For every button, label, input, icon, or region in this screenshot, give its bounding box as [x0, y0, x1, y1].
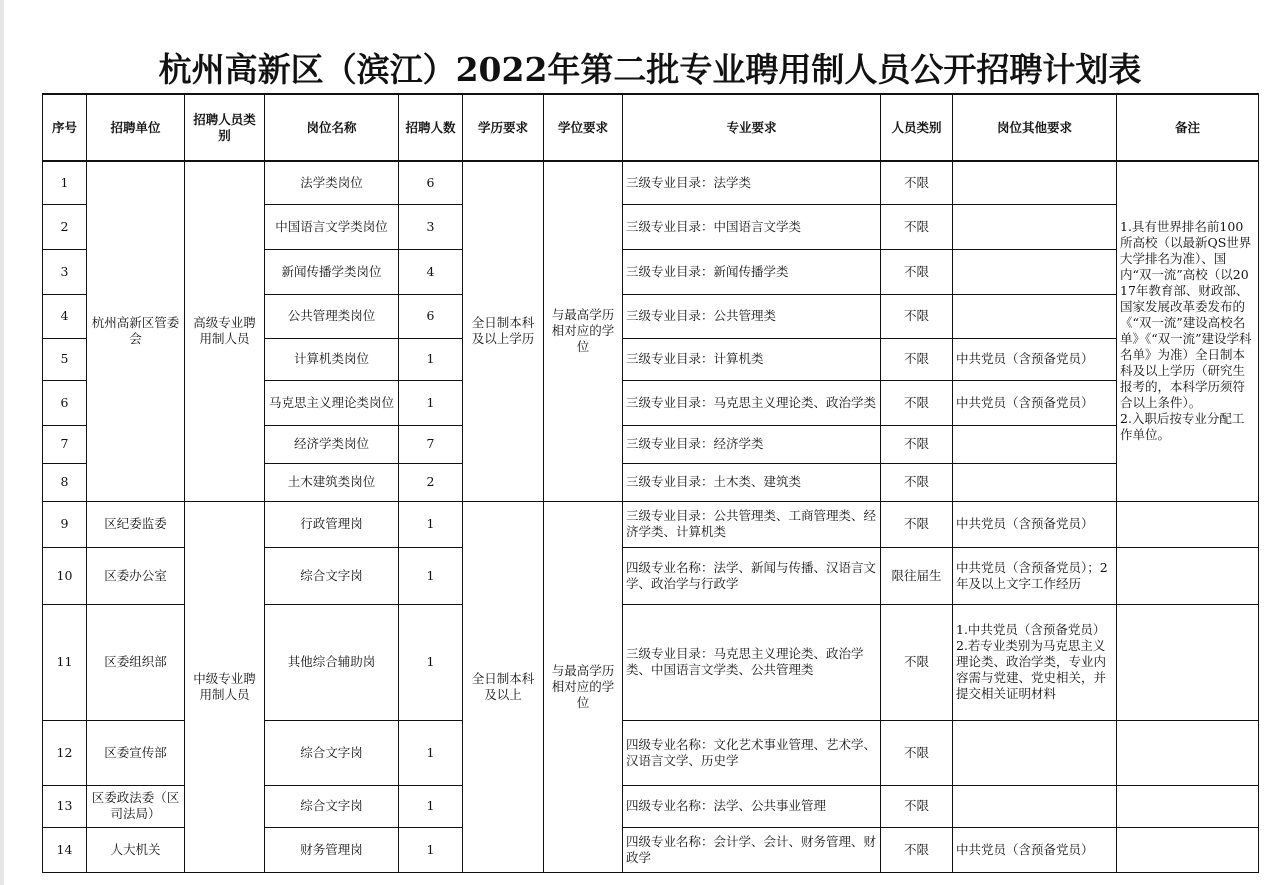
header-note: 备注: [1117, 94, 1259, 161]
post-name: 其他综合辅助岗: [265, 604, 399, 720]
person-type: 不限: [881, 380, 953, 425]
recruit-count: 7: [399, 425, 463, 463]
post-name: 综合文字岗: [265, 720, 399, 785]
row-number: 8: [43, 463, 87, 501]
recruit-count: 1: [399, 604, 463, 720]
header-row: [43, 94, 1259, 161]
recruiting-unit: 杭州高新区管委会: [87, 161, 185, 501]
major-requirement: 三级专业目录：中国语言文学类: [623, 204, 881, 249]
remarks: [1117, 827, 1259, 872]
other-requirement: [953, 720, 1117, 785]
degree-requirement: 与最高学历相对应的学位: [544, 501, 623, 872]
post-name: 经济学类岗位: [265, 425, 399, 463]
post-name: 土木建筑类岗位: [265, 463, 399, 501]
recruit-count: 6: [399, 161, 463, 204]
post-name: 行政管理岗: [265, 501, 399, 547]
table-row: [43, 161, 1259, 204]
recruiting-unit: 区纪委监委: [87, 501, 185, 547]
recruit-count: 1: [399, 827, 463, 872]
row-number: 6: [43, 380, 87, 425]
major-requirement: 三级专业目录：法学类: [623, 161, 881, 204]
recruiting-unit: 区委政法委（区司法局）: [87, 785, 185, 827]
person-type: 不限: [881, 604, 953, 720]
major-requirement: 四级专业名称：法学、新闻与传播、汉语言文学、政治学与行政学: [623, 547, 881, 604]
major-requirement: 三级专业目录：马克思主义理论类、政治学类、中国语言文学类、公共管理类: [623, 604, 881, 720]
person-type: 不限: [881, 785, 953, 827]
row-number: 11: [43, 604, 87, 720]
major-requirement: 四级专业名称：法学、公共事业管理: [623, 785, 881, 827]
major-requirement: 三级专业目录：土木类、建筑类: [623, 463, 881, 501]
header-major: 专业要求: [623, 94, 881, 161]
page-left-edge: [0, 0, 4, 885]
major-requirement: 三级专业目录：新闻传播学类: [623, 249, 881, 294]
person-type: 不限: [881, 294, 953, 338]
post-name: 计算机类岗位: [265, 338, 399, 380]
other-requirement: 中共党员（含预备党员）: [953, 338, 1117, 380]
row-number: 13: [43, 785, 87, 827]
recruit-count: 1: [399, 547, 463, 604]
post-name: 中国语言文学类岗位: [265, 204, 399, 249]
other-requirement: [953, 463, 1117, 501]
post-name: 公共管理类岗位: [265, 294, 399, 338]
recruit-count: 6: [399, 294, 463, 338]
remarks: 1.具有世界排名前100所高校（以最新QS世界大学排名为准）、国内“双一流”高校（以2017年教育部、财政部、国家发展改革委发布的《“双一流”建设高校名单》《“双一流”建设学科名单》为准）全日制本科及以上学历（研究生报考的，本科学历须符合以上条件）。 2.入职后按专业分配工作单位。: [1117, 161, 1259, 501]
person-type: 不限: [881, 249, 953, 294]
person-type: 不限: [881, 338, 953, 380]
post-name: 法学类岗位: [265, 161, 399, 204]
recruiting-unit: 区委组织部: [87, 604, 185, 720]
row-number: 9: [43, 501, 87, 547]
recruit-count: 1: [399, 380, 463, 425]
major-requirement: 三级专业目录：马克思主义理论类、政治学类: [623, 380, 881, 425]
recruit-count: 1: [399, 785, 463, 827]
other-requirement: 中共党员（含预备党员）: [953, 501, 1117, 547]
header-degree: 学位要求: [544, 94, 623, 161]
major-requirement: 四级专业名称：文化艺术事业管理、艺术学、汉语言文学、历史学: [623, 720, 881, 785]
remarks: [1117, 604, 1259, 720]
remarks: [1117, 720, 1259, 785]
person-type: 不限: [881, 463, 953, 501]
other-requirement: 中共党员（含预备党员）: [953, 380, 1117, 425]
other-requirement: 中共党员（含预备党员）: [953, 827, 1117, 872]
row-number: 7: [43, 425, 87, 463]
table-row: [43, 501, 1259, 547]
person-type: 不限: [881, 501, 953, 547]
other-requirement: 中共党员（含预备党员）；2年及以上文字工作经历: [953, 547, 1117, 604]
recruit-count: 1: [399, 720, 463, 785]
other-requirement: [953, 785, 1117, 827]
major-requirement: 三级专业目录：公共管理类: [623, 294, 881, 338]
recruit-count: 1: [399, 338, 463, 380]
recruitment-plan-table: [42, 93, 1259, 873]
recruiting-unit: 区委宣传部: [87, 720, 185, 785]
row-number: 14: [43, 827, 87, 872]
person-type: 限往届生: [881, 547, 953, 604]
row-number: 12: [43, 720, 87, 785]
recruit-count: 1: [399, 501, 463, 547]
row-number: 4: [43, 294, 87, 338]
remarks: [1117, 785, 1259, 827]
education-requirement: 全日制本科及以上: [463, 501, 544, 872]
major-requirement: 四级专业名称：会计学、会计、财务管理、财政学: [623, 827, 881, 872]
degree-requirement: 与最高学历相对应的学位: [544, 161, 623, 501]
header-count: 招聘人数: [399, 94, 463, 161]
row-number: 1: [43, 161, 87, 204]
person-type: 不限: [881, 425, 953, 463]
recruit-count: 3: [399, 204, 463, 249]
other-requirement: [953, 425, 1117, 463]
other-requirement: [953, 249, 1117, 294]
other-requirement: [953, 204, 1117, 249]
remarks: [1117, 547, 1259, 604]
row-number: 3: [43, 249, 87, 294]
other-requirement: [953, 294, 1117, 338]
header-no: 序号: [43, 94, 87, 161]
header-unit: 招聘单位: [87, 94, 185, 161]
row-number: 2: [43, 204, 87, 249]
post-name: 新闻传播学类岗位: [265, 249, 399, 294]
major-requirement: 三级专业目录：计算机类: [623, 338, 881, 380]
recruit-count: 2: [399, 463, 463, 501]
post-name: 综合文字岗: [265, 785, 399, 827]
other-requirement: [953, 161, 1117, 204]
person-type: 不限: [881, 204, 953, 249]
row-number: 5: [43, 338, 87, 380]
header-education: 学历要求: [463, 94, 544, 161]
page-title: 杭州高新区（滨江）2022年第二批专业聘用制人员公开招聘计划表: [158, 50, 1142, 89]
person-type: 不限: [881, 161, 953, 204]
recruit-count: 4: [399, 249, 463, 294]
major-requirement: 三级专业目录：经济学类: [623, 425, 881, 463]
recruiting-unit: 人大机关: [87, 827, 185, 872]
post-name: 马克思主义理论类岗位: [265, 380, 399, 425]
remarks: [1117, 501, 1259, 547]
major-requirement: 三级专业目录：公共管理类、工商管理类、经济学类、计算机类: [623, 501, 881, 547]
recruiting-unit: 区委办公室: [87, 547, 185, 604]
post-name: 财务管理岗: [265, 827, 399, 872]
person-type: 不限: [881, 827, 953, 872]
header-post: 岗位名称: [265, 94, 399, 161]
header-category: 招聘人员类别: [185, 94, 265, 161]
header-other-req: 岗位其他要求: [953, 94, 1117, 161]
header-person-type: 人员类别: [881, 94, 953, 161]
post-name: 综合文字岗: [265, 547, 399, 604]
row-number: 10: [43, 547, 87, 604]
education-requirement: 全日制本科及以上学历: [463, 161, 544, 501]
recruit-category: 高级专业聘用制人员: [185, 161, 265, 501]
other-requirement: 1.中共党员（含预备党员） 2.若专业类别为马克思主义理论类、政治学类，专业内容需与党建、党史相关，并提交相关证明材料: [953, 604, 1117, 720]
person-type: 不限: [881, 720, 953, 785]
recruit-category: 中级专业聘用制人员: [185, 501, 265, 872]
